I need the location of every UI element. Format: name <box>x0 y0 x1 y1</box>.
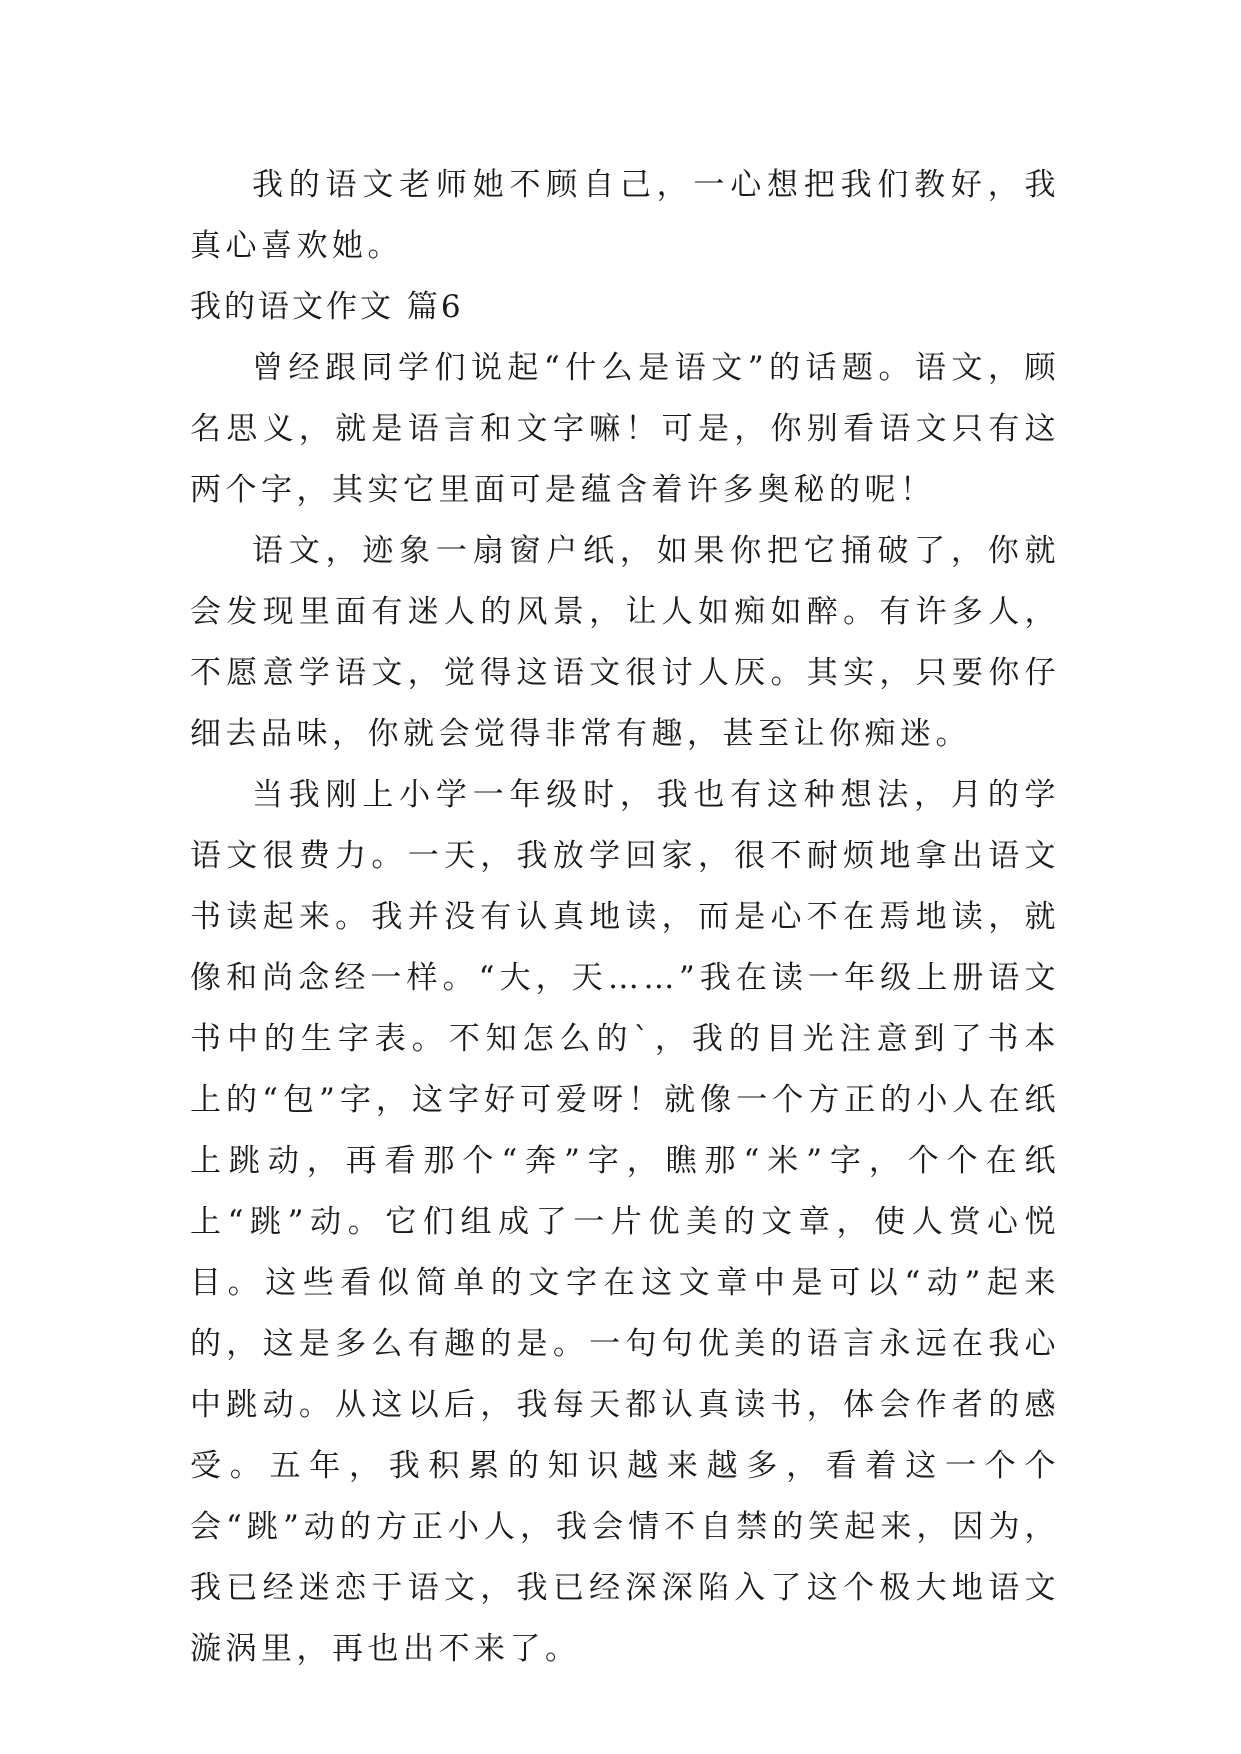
section-heading: 我的语文作文 篇6 <box>190 289 464 325</box>
paragraph-4: 当我刚上小学一年级时，我也有这种想法，月的学语文很费力。一天，我放学回家，很不耐烦地拿出语文书读起来。我并没有认真地读，而是心不在焉地读，就像和尚念经一样。“大，天……”我在读一年级上册语文书中的生字表。不知怎么的`，我的目光注意到了书本上的“包”字，这字好可爱呀！就像一个方正的小人在纸上跳动，再看那个“奔”字，瞧那“米”字，个个在纸上“跳”动。它们组成了一片优美的文章，使人赏心悦目。这些看似简单的文字在这文章中是可以“动”起来的，这是多么有趣的是。一句句优美的语言永远在我心中跳动。从这以后，我每天都认真读书，体会作者的感受。五年，我积累的知识越来越多，看着这一个个会“跳”动的方正小人，我会情不自禁的笑起来，因为，我已经迷恋于语文，我已经深深陷入了这个极大地语文漩涡里，再也出不来了。 <box>190 777 1060 1667</box>
document-body <box>190 155 1060 1680</box>
paragraph-3: 语文，迹象一扇窗户纸，如果你把它捅破了，你就会发现里面有迷人的风景，让人如痴如醉。有许多人，不愿意学语文，觉得这语文很讨人厌。其实，只要你仔细去品味，你就会觉得非常有趣，甚至让你痴迷。 <box>190 533 1060 752</box>
paragraph-1: 我的语文老师她不顾自己，一心想把我们教好，我真心喜欢她。 <box>190 167 1060 264</box>
paragraph-2: 曾经跟同学们说起“什么是语文”的话题。语文，顾名思义，就是语言和文字嘛！可是，你别看语文只有这两个字，其实它里面可是蕴含着许多奥秘的呢！ <box>190 350 1060 508</box>
